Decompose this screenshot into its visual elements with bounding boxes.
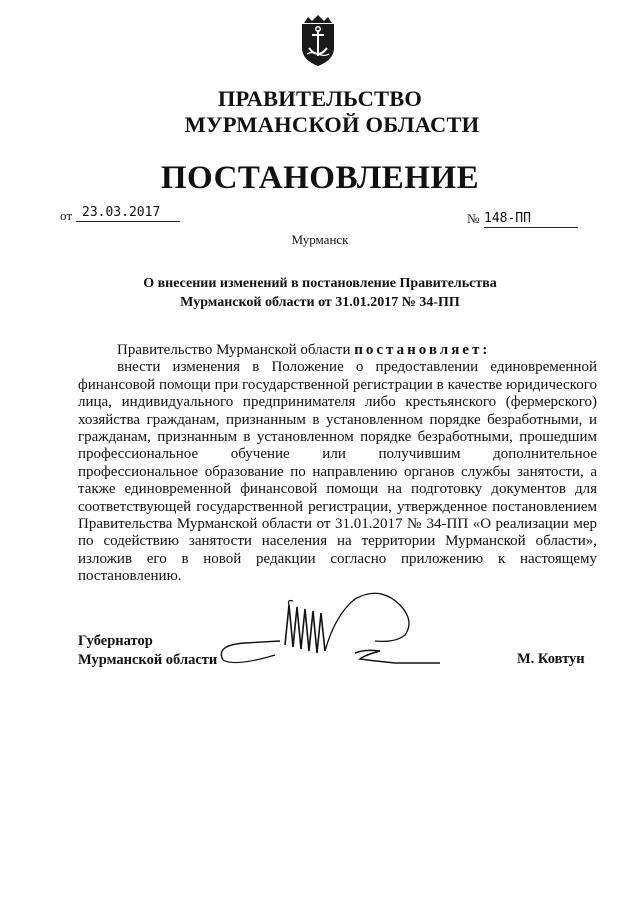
decree-paragraph: внести изменения в Положение о предоставлении единовременной финансовой помощи при государственной регистрации в качестве юридического лица, индивидуального предпринимателя либо крестьянского (фермерского) хозяйства гражданам, признанным в установленном порядке безработными, и гражданам, признанным в установленном порядке безработными, прошедшим профессиональное обучение или получившим дополнительное профессиональное образование по направлению органов службы занятости, а также единовременной финансовой помощи на подготовку документов для соответствующей государственной регистрации, утвержденное постановлением Правительства Мурманской области от 31.01.2017 № 34-ПП «О реализации мер по содействию занятости населения на территории Мурманской области», изложив его в новой редакции согласно приложению к настоящему постановлению. — [78, 359, 597, 585]
decree-intro-text: Правительство Мурманской области — [117, 342, 351, 358]
document-date: 23.03.2017 — [76, 205, 180, 222]
signatory-title-line1: Губернатор — [78, 633, 153, 649]
handwritten-signature — [205, 585, 465, 675]
coat-of-arms-emblem — [296, 14, 340, 68]
document-body — [78, 342, 597, 586]
organization-title-line1: ПРАВИТЕЛЬСТВО — [217, 86, 423, 111]
city: Мурманск — [291, 232, 349, 247]
date-prefix: от — [60, 208, 73, 223]
subject-line2: Мурманской области от 31.01.2017 № 34-ПП — [180, 295, 460, 310]
number-prefix: № — [467, 211, 480, 226]
organization-title-line2: МУРМАНСКОЙ ОБЛАСТИ — [184, 112, 480, 137]
decree-intro — [78, 342, 597, 359]
document-type: ПОСТАНОВЛЕНИЕ — [160, 160, 480, 196]
signatory-name: М. Ковтун — [517, 651, 585, 667]
document-number: 148-ПП — [484, 211, 578, 228]
signatory-title-line2: Мурманской области — [78, 652, 218, 668]
signatory-title — [78, 632, 217, 670]
subject-line1: О внесении изменений в постановление Правительства — [143, 276, 497, 291]
decree-word: постановляет: — [354, 342, 491, 358]
